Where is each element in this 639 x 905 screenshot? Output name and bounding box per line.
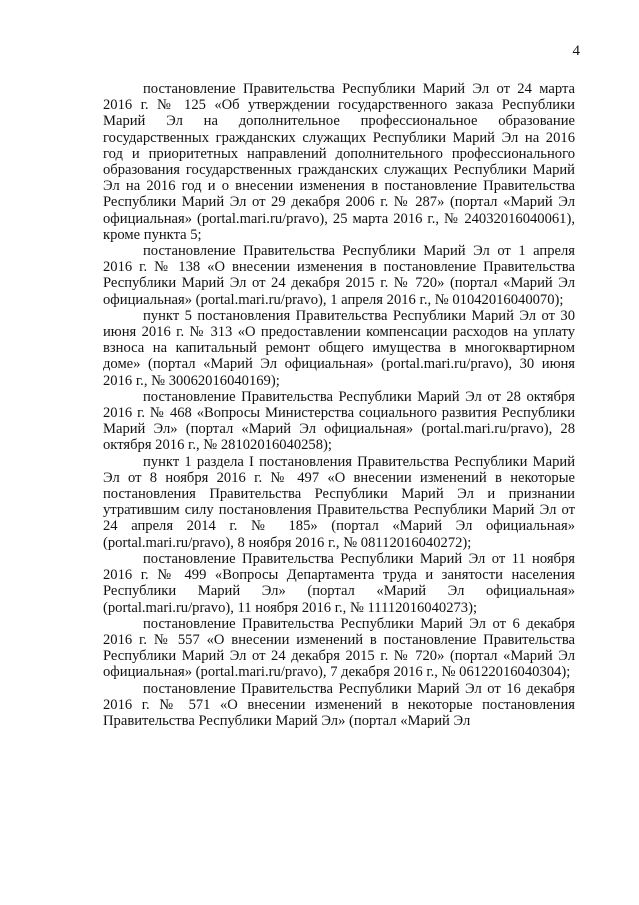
document-body [103, 81, 575, 729]
page-number: 4 [572, 43, 580, 59]
paragraph-resolution-557: постановление Правительства Республики Марий Эл от 6 декабря 2016 г. № 557 «О внесении изменений в постановление Правительства Республики Марий Эл от 24 декабря 2015 г. № 720» (портал «Марий Эл официальная» (portal.mari.ru/pravo), 7 декабря 2016 г., № 06122016040304); [103, 615, 575, 681]
paragraph-resolution-571: постановление Правительства Республики Марий Эл от 16 декабря 2016 г. № 571 «О внесении изменений в некоторые постановления Правительства Республики Марий Эл» (портал «Марий Эл [103, 680, 575, 729]
paragraph-resolution-468: постановление Правительства Республики Марий Эл от 28 октября 2016 г. № 468 «Вопросы Министерства социального развития Республики Марий Эл» (портал «Марий Эл официальная» (portal.mari.ru/pravo), 28 октября 2016 г., № 28102016040258); [103, 388, 575, 454]
paragraph-resolution-497-item-1: пункт 1 раздела I постановления Правительства Республики Марий Эл от 8 ноября 2016 г. № 497 «О внесении изменений в некоторые постановления Правительства Республики Марий Эл и признании утратившим силу постановления Правительства Республики Марий Эл от 24 апреля 2014 г. № 185» (портал «Марий Эл официальная» (portal.mari.ru/pravo), 8 ноября 2016 г., № 08112016040272); [103, 453, 575, 551]
paragraph-resolution-125: постановление Правительства Республики Марий Эл от 24 марта 2016 г. № 125 «Об утверждении государственного заказа Республики Марий Эл на дополнительное профессиональное образование государственных гражданских служащих Республики Марий Эл на 2016 год и приоритетных направлений дополнительного профессионального образования государственных гражданских служащих Республики Марий Эл на 2016 год и о внесении изменения в постановление Правительства Республики Марий Эл от 29 декабря 2006 г. № 287» (портал «Марий Эл официальная» (portal.mari.ru/pravo), 25 марта 2016 г., № 24032016040061), кроме пункта 5; [103, 81, 575, 243]
paragraph-resolution-138: постановление Правительства Республики Марий Эл от 1 апреля 2016 г. № 138 «О внесении изменения в постановление Правительства Республики Марий Эл от 24 декабря 2015 г. № 720» (портал «Марий Эл официальная» (portal.mari.ru/pravo), 1 апреля 2016 г., № 01042016040070); [103, 243, 575, 308]
paragraph-resolution-499: постановление Правительства Республики Марий Эл от 11 ноября 2016 г. № 499 «Вопросы Департамента труда и занятости населения Республики Марий Эл» (портал «Марий Эл официальная» (portal.mari.ru/pravo), 11 ноября 2016 г., № 11112016040273); [103, 550, 575, 616]
paragraph-resolution-313-item-5: пункт 5 постановления Правительства Республики Марий Эл от 30 июня 2016 г. № 313 «О предоставлении компенсации расходов на уплату взноса на капитальный ремонт общего имущества в многоквартирном доме» (портал «Марий Эл официальная» (portal.mari.ru/pravo), 30 июня 2016 г., № 30062016040169); [103, 307, 575, 389]
